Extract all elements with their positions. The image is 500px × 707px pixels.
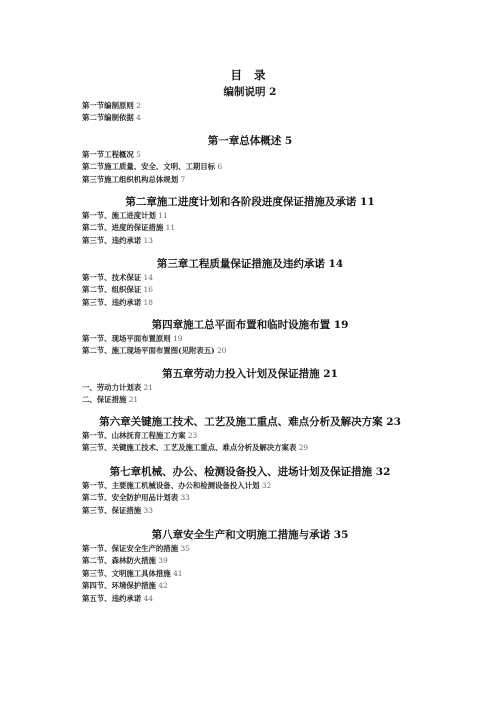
chapter-section	[0, 317, 500, 358]
toc-entry[interactable]: 第三节、保证措施 33	[82, 505, 153, 515]
chapter-section	[0, 464, 500, 517]
toc-entry[interactable]: 第三节、关键施工技术、工艺及施工重点、难点分析及解决方案表 29	[82, 443, 309, 453]
chapter-section	[0, 84, 500, 125]
toc-entry[interactable]: 第二节、安全防护用品计划表 33	[82, 493, 190, 503]
toc-entry[interactable]: 第二节、进度的保证措施 11	[82, 223, 176, 233]
chapter-heading: 第七章机械、办公、检测设备投入、进场计划及保证措施 32	[109, 466, 391, 478]
chapter-section	[0, 414, 500, 455]
chapter-heading: 第二章施工进度计划和各阶段进度保证措施及承诺 11	[125, 196, 375, 208]
toc-entry[interactable]: 第一节工程概况 5	[82, 150, 141, 159]
toc-title: 目 录	[230, 68, 270, 82]
toc-entry[interactable]: 第二节、施工现场平面布置图(见附表五) 20	[82, 346, 227, 356]
chapter-heading: 第四章施工总平面布置和临时设施布置 19	[151, 319, 349, 331]
toc-entry[interactable]: 第五节、违约承诺 44	[82, 593, 153, 603]
toc-entry[interactable]: 第三节施工组织机构总体规划 7	[82, 174, 186, 184]
chapter-heading: 第六章关键施工技术、工艺及施工重点、难点分析及解决方案 23	[99, 416, 401, 428]
chapter-heading: 第一章总体概述 5	[207, 135, 293, 147]
toc-entry[interactable]: 第二节编制依据 4	[82, 113, 141, 123]
toc-entry[interactable]: 第一节、山林抚育工程施工方案 23	[82, 431, 198, 440]
toc-entry[interactable]: 第四节、环境保护措施 42	[82, 581, 168, 591]
toc-entry[interactable]: 第二节施工质量、安全、文明、工期目标 6	[82, 162, 223, 172]
chapter-section	[0, 366, 500, 407]
toc-entry[interactable]: 第二节、森林防火措施 39	[82, 556, 168, 566]
chapter-section	[0, 133, 500, 186]
toc-entry[interactable]: 一、劳动力计划表 21	[82, 383, 153, 392]
toc-entry[interactable]: 第一节、主要施工机械设备、办公和检测设备投入计划 32	[82, 481, 272, 490]
toc-entry[interactable]: 第一节、施工进度计划 11	[82, 211, 168, 220]
chapter-heading: 第五章劳动力投入计划及保证措施 21	[162, 368, 338, 380]
toc-entry[interactable]: 第三节、违约承诺 18	[82, 297, 153, 307]
chapter-heading: 第三章工程质量保证措施及违约承诺 14	[156, 258, 344, 270]
toc-entry[interactable]: 第一节、现场平面布置原则 19	[82, 334, 183, 343]
chapter-section	[0, 527, 500, 605]
toc-entry[interactable]: 第二节、组织保证 16	[82, 285, 153, 295]
toc-entry[interactable]: 第一节编制原则 2	[82, 101, 141, 110]
toc-entry[interactable]: 第三节、违约承诺 13	[82, 235, 153, 245]
toc-entry[interactable]: 第一节、保证安全生产的措施 35	[82, 544, 190, 553]
toc-entry[interactable]: 第三节、文明施工具体措施 41	[82, 568, 183, 578]
chapter-section	[0, 256, 500, 309]
chapter-section	[0, 194, 500, 247]
chapter-heading: 编制说明 2	[223, 86, 277, 98]
toc-entry[interactable]: 二、保证措施 21	[82, 395, 139, 405]
chapter-heading: 第八章安全生产和文明施工措施与承诺 35	[151, 529, 349, 541]
toc-entry[interactable]: 第一节、技术保证 14	[82, 273, 153, 282]
